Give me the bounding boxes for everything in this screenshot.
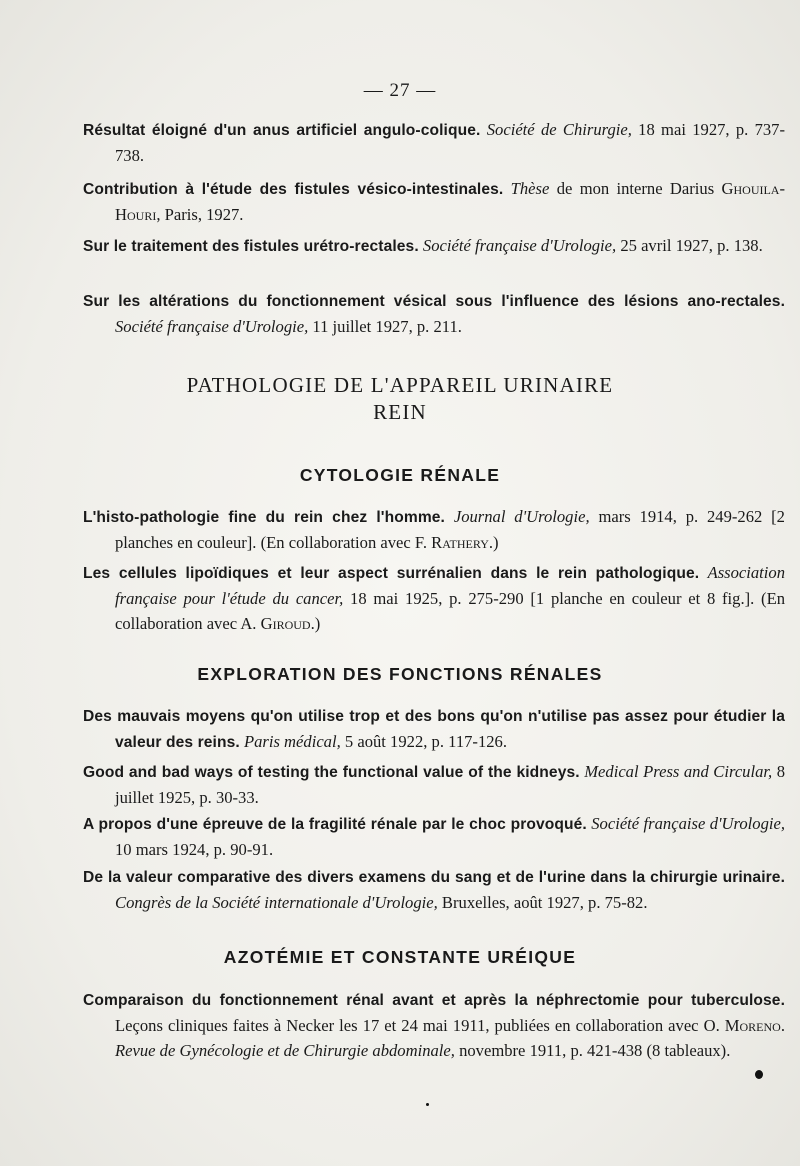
entry-details: 8 juillet 1925, p. 30-33. [115, 762, 785, 807]
entry-title: Sur le traitement des fistules urétro-rectales. [83, 238, 419, 255]
entry-source: Association française pour l'étude du cancer, [115, 563, 785, 608]
entry-title: L'histo-pathologie fine du rein chez l'homme. [83, 509, 445, 526]
entry-source: Medical Press and Circular, [584, 762, 773, 781]
entry-title: A propos d'une épreuve de la fragilité rénale par le choc provoqué. [83, 816, 587, 833]
bibliography-entry [83, 117, 785, 168]
entry-source: Paris médical, [243, 732, 341, 751]
entry-details: , Paris, 1927. [156, 205, 244, 224]
entry-title: De la valeur comparative des divers examens du sang et de l'urine dans la chirurgie urinaire. [83, 869, 785, 886]
page-number: — 27 — [363, 80, 437, 101]
entry-source: Revue de Gynécologie et de Chirurgie abdominale, [115, 1041, 455, 1060]
entry-author: Moreno [724, 1016, 781, 1035]
entry-author: Giroud [260, 614, 311, 633]
entry-source: Société de Chirurgie, [486, 120, 632, 139]
entry-title: Les cellules lipoïdiques et leur aspect surrénalien dans le rein pathologique. [83, 565, 700, 582]
entry-source: Journal d'Urologie, [453, 507, 590, 526]
entry-details: de mon interne Darius [549, 179, 722, 198]
subsection-heading: AZOTÉMIE ET CONSTANTE URÉIQUE [223, 947, 577, 967]
entry-source: Société française d'Urologie, [422, 236, 617, 255]
entry-details: 18 mai 1925, p. 275-290 [1 planche en couleur et 8 fig.]. (En collaboration avec A. [115, 589, 785, 633]
entry-source: Société française d'Urologie, [115, 317, 309, 336]
entry-details: 10 mars 1924, p. 90-91. [115, 840, 274, 859]
ink-speck [426, 1103, 429, 1106]
entry-details: .) [310, 614, 321, 633]
entry-source: Congrès de la Société internationale d'Urologie, [115, 893, 438, 912]
entry-author: Rathery [431, 533, 489, 552]
entry-author: Ghouila-Houri [115, 179, 785, 224]
bibliography-entry [83, 176, 785, 227]
entry-details: . [780, 1016, 785, 1035]
subsection-heading: CYTOLOGIE RÉNALE [299, 465, 501, 485]
bibliography-entry [83, 504, 785, 555]
entry-details: 18 mai 1927, p. 737-738. [115, 120, 785, 165]
entry-title: Contribution à l'étude des fistules vésico-intestinales. [83, 181, 504, 198]
entry-title: Des mauvais moyens qu'on utilise trop et des bons qu'on n'utilise pas assez pour étudier la valeur des reins. [83, 708, 785, 751]
entry-details: .) [488, 533, 499, 552]
entry-title: Good and bad ways of testing the functional value of the kidneys. [83, 764, 580, 781]
entry-details: 11 juillet 1927, p. 211. [308, 317, 462, 336]
entry-title: Comparaison du fonctionnement rénal avant et après la néphrectomie pour tuberculose. [83, 992, 785, 1009]
ink-speck [755, 1070, 763, 1079]
entry-title: Résultat éloigné d'un anus artificiel angulo-colique. [83, 122, 481, 139]
bibliography-entry [83, 560, 785, 636]
bibliography-entry [83, 288, 785, 339]
bibliography-entry [83, 703, 785, 755]
entry-details: novembre 1911, p. 421-438 (8 tableaux). [454, 1041, 731, 1060]
section-subtitle: REIN [373, 400, 427, 424]
entry-details: Leçons cliniques faites à Necker les 17 et 24 mai 1911, publiées en collaboration avec O. [115, 1016, 725, 1035]
section-title: PATHOLOGIE DE L'APPAREIL URINAIRE [186, 373, 614, 397]
entry-details: 5 août 1922, p. 117-126. [340, 732, 507, 751]
entry-source: Société française d'Urologie, [591, 814, 785, 833]
bibliography-entry [83, 987, 785, 1063]
entry-title: Sur les altérations du fonctionnement vésical sous l'influence des lésions ano-rectales. [83, 293, 785, 310]
bibliography-entry [83, 759, 785, 810]
bibliography-entry [83, 233, 785, 259]
entry-details: 25 avril 1927, p. 138. [616, 236, 763, 255]
subsection-heading: EXPLORATION DES FONCTIONS RÉNALES [197, 664, 603, 684]
entry-details: Bruxelles, août 1927, p. 75-82. [437, 893, 648, 912]
bibliography-entry [83, 811, 785, 862]
bibliography-entry [83, 864, 785, 915]
entry-details: mars 1914, p. 249-262 [2 planches en couleur]. (En collaboration avec F. [115, 507, 785, 552]
entry-source: Thèse [510, 179, 550, 198]
